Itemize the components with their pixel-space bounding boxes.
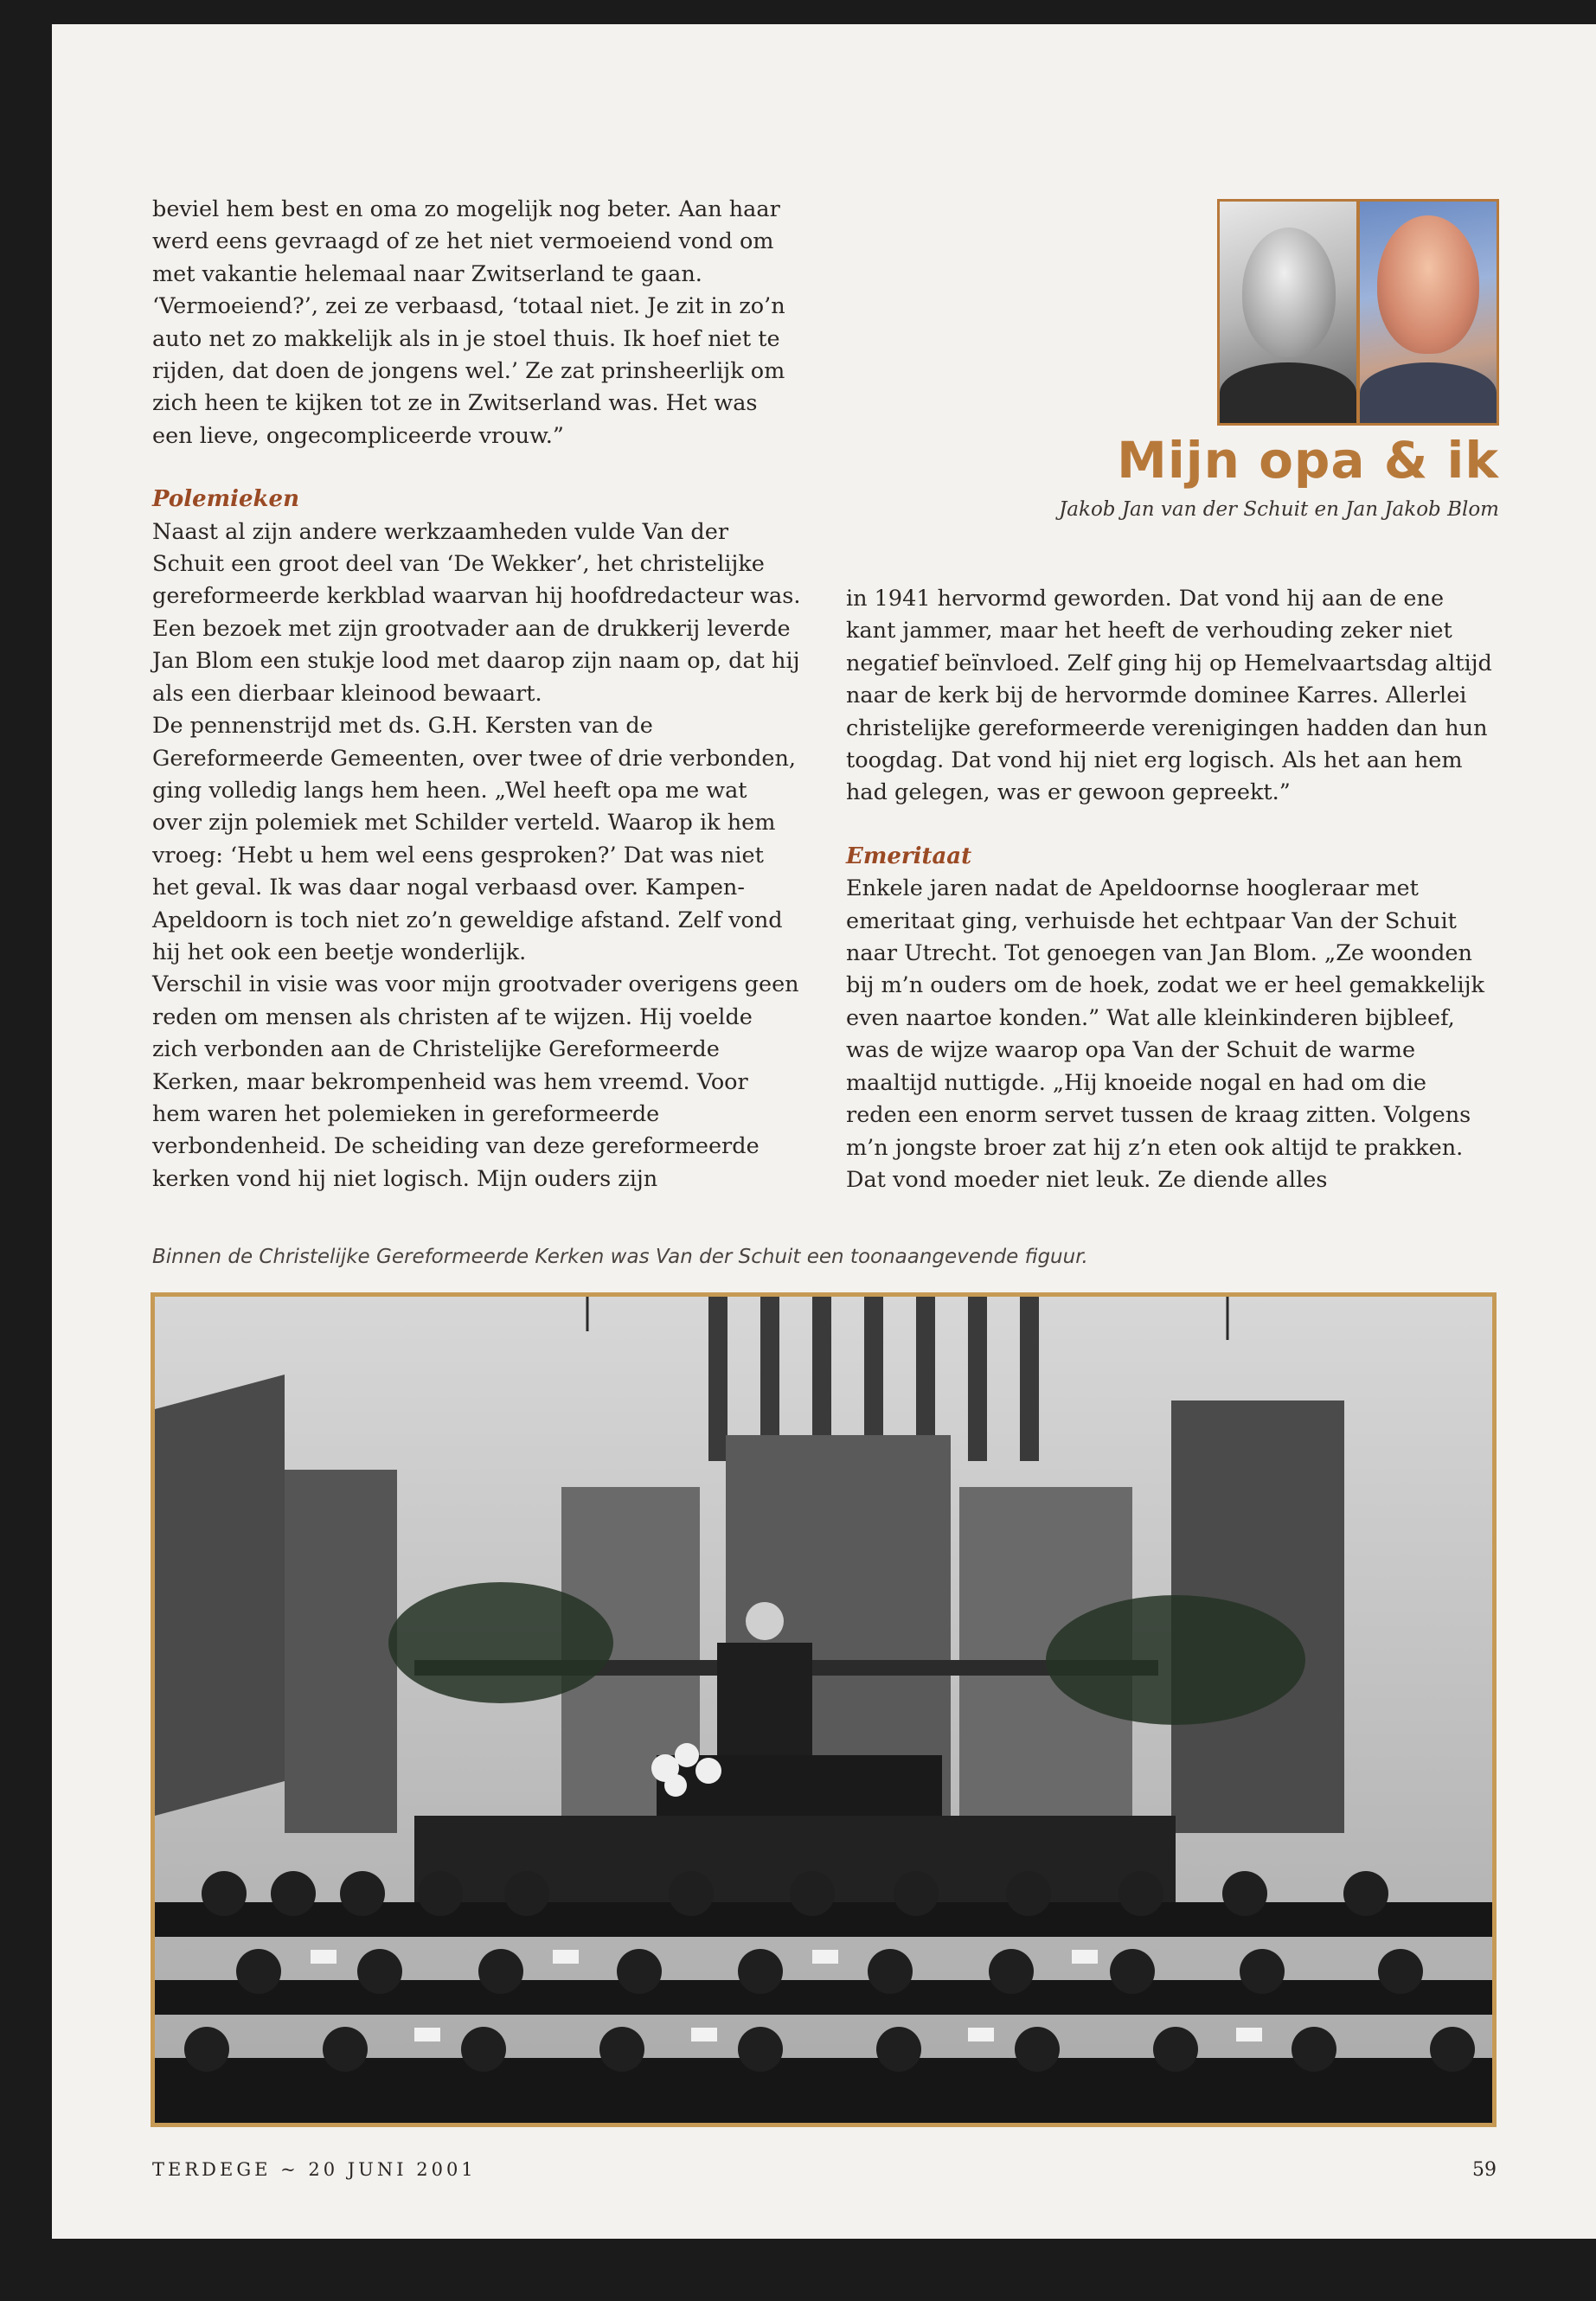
- paragraph: beviel hem best en oma zo mogelijk nog beter. Aan haar werd eens gevraagd of ze het niet vermoeiend vond om met vakantie helemaal naar Zwitserland te gaan. ‘Vermoeiend?’, zei ze verbaasd, ‘totaal niet. Je zit in zo’n auto net zo makkelijk als in je stoel thuis. Ik hoef niet te rijden, dat doen de jongens wel.’ Ze zat prinsheerlijk om zich heen te kijken tot ze in Zwitserland was. Het was een lieve, ongecompliceerde vrouw.”: [152, 196, 785, 449]
- page-number: 59: [1472, 2159, 1497, 2181]
- publication-line: TERDEGE ~ 20 JUNI 2001: [152, 2159, 477, 2180]
- page-title: Mijn opa & ik: [1117, 431, 1499, 490]
- scan-border-left: [0, 0, 52, 2301]
- paragraph: Verschil in visie was voor mijn grootvader overigens geen reden om mensen als christen af te wijzen. Hij voelde zich verbonden aan de Christelijke Gereformeerde Kerken, maar bekrompenheid was hem vreemd. Voor hem waren het polemieken in gereformeerde verbondenheid. De scheiding van deze gereformeerde kerken vond hij niet logisch. Mijn ouders zijn: [152, 971, 799, 1192]
- portrait-pair: [1217, 199, 1499, 426]
- shoulders-shape: [1220, 362, 1356, 423]
- church-interior-illustration: [155, 1297, 1492, 2123]
- paragraph: De pennenstrijd met ds. G.H. Kersten van de Gereformeerde Gemeenten, over twee of drie verbonden, ging volledig langs hem heen. „Wel heeft opa me wat over zijn polemiek met Schilder verteld. Waarop ik hem vroeg: ‘Hebt u hem wel eens gesproken?’ Dat was niet het geval. Ik was daar nogal verbaasd over. Kampen-Apeldoorn is toch niet zo’n geweldige afstand. Zelf vond hij het ook een beetje wonderlijk.: [152, 713, 797, 965]
- section-heading-polemieken: Polemieken: [152, 486, 300, 513]
- section-heading-emeritaat: Emeritaat: [846, 843, 972, 869]
- page-subtitle: Jakob Jan van der Schuit en Jan Jakob Blom: [1059, 498, 1499, 521]
- portrait-grandson: [1360, 202, 1497, 423]
- right-column: [846, 583, 1497, 1196]
- speaker-head: [746, 1602, 784, 1640]
- scan-border-bottom: [0, 2239, 1596, 2301]
- scan-border-top: [0, 0, 1596, 24]
- face-shape: [1377, 215, 1479, 354]
- face-shape: [1242, 228, 1336, 357]
- left-gallery-panel: [155, 1375, 285, 1816]
- left-column: [152, 194, 803, 1195]
- left-side-door: [285, 1470, 397, 1833]
- paragraph: in 1941 hervormd geworden. Dat vond hij aan de ene kant jammer, maar het heeft de verhouding zeker niet negatief beïnvloed. Zelf ging hij op Hemelvaartsdag altijd naar de kerk bij de hervormde dominee Karres. Allerlei christelijke gereformeerde verenigingen hadden dan hun toogdag. Dat vond hij niet erg logisch. Als het aan hem had gelegen, was er gewoon gepreekt.”: [846, 586, 1492, 806]
- portrait-grandfather: [1220, 202, 1356, 423]
- paragraph: Enkele jaren nadat de Apeldoornse hoogleraar met emeritaat ging, verhuisde het echtpaar Van der Schuit naar Utrecht. Tot genoegen van Jan Blom. „Ze woonden bij m’n ouders om de hoek, zodat we er heel gemakkelijk even naartoe konden.” Wat alle kleinkinderen bijbleef, was de wijze waarop opa Van der Schuit de warme maaltijd nuttigde. „Hij knoeide nogal en had om die reden een enorm servet tussen de kraag zitten. Volgens m’n jongste broer zat hij z’n eten ook altijd te prakken. Dat vond moeder niet leuk. Ze diende alles: [846, 875, 1484, 1193]
- photo-caption: Binnen de Christelijke Gereformeerde Kerken was Van der Schuit een toonaangevende figuur.: [152, 1246, 1088, 1268]
- church-photo: [151, 1292, 1497, 2127]
- shoulders-shape: [1360, 362, 1497, 423]
- paragraph: Naast al zijn andere werkzaamheden vulde Van der Schuit een groot deel van ‘De Wekker’, het christelijke gereformeerde kerkblad waarvan hij hoofdredacteur was. Een bezoek met zijn grootvader aan de drukkerij leverde Jan Blom een stukje lood met daarop zijn naam op, dat hij als een dierbaar kleinood bewaart.: [152, 518, 801, 707]
- pews: [155, 1902, 1492, 2123]
